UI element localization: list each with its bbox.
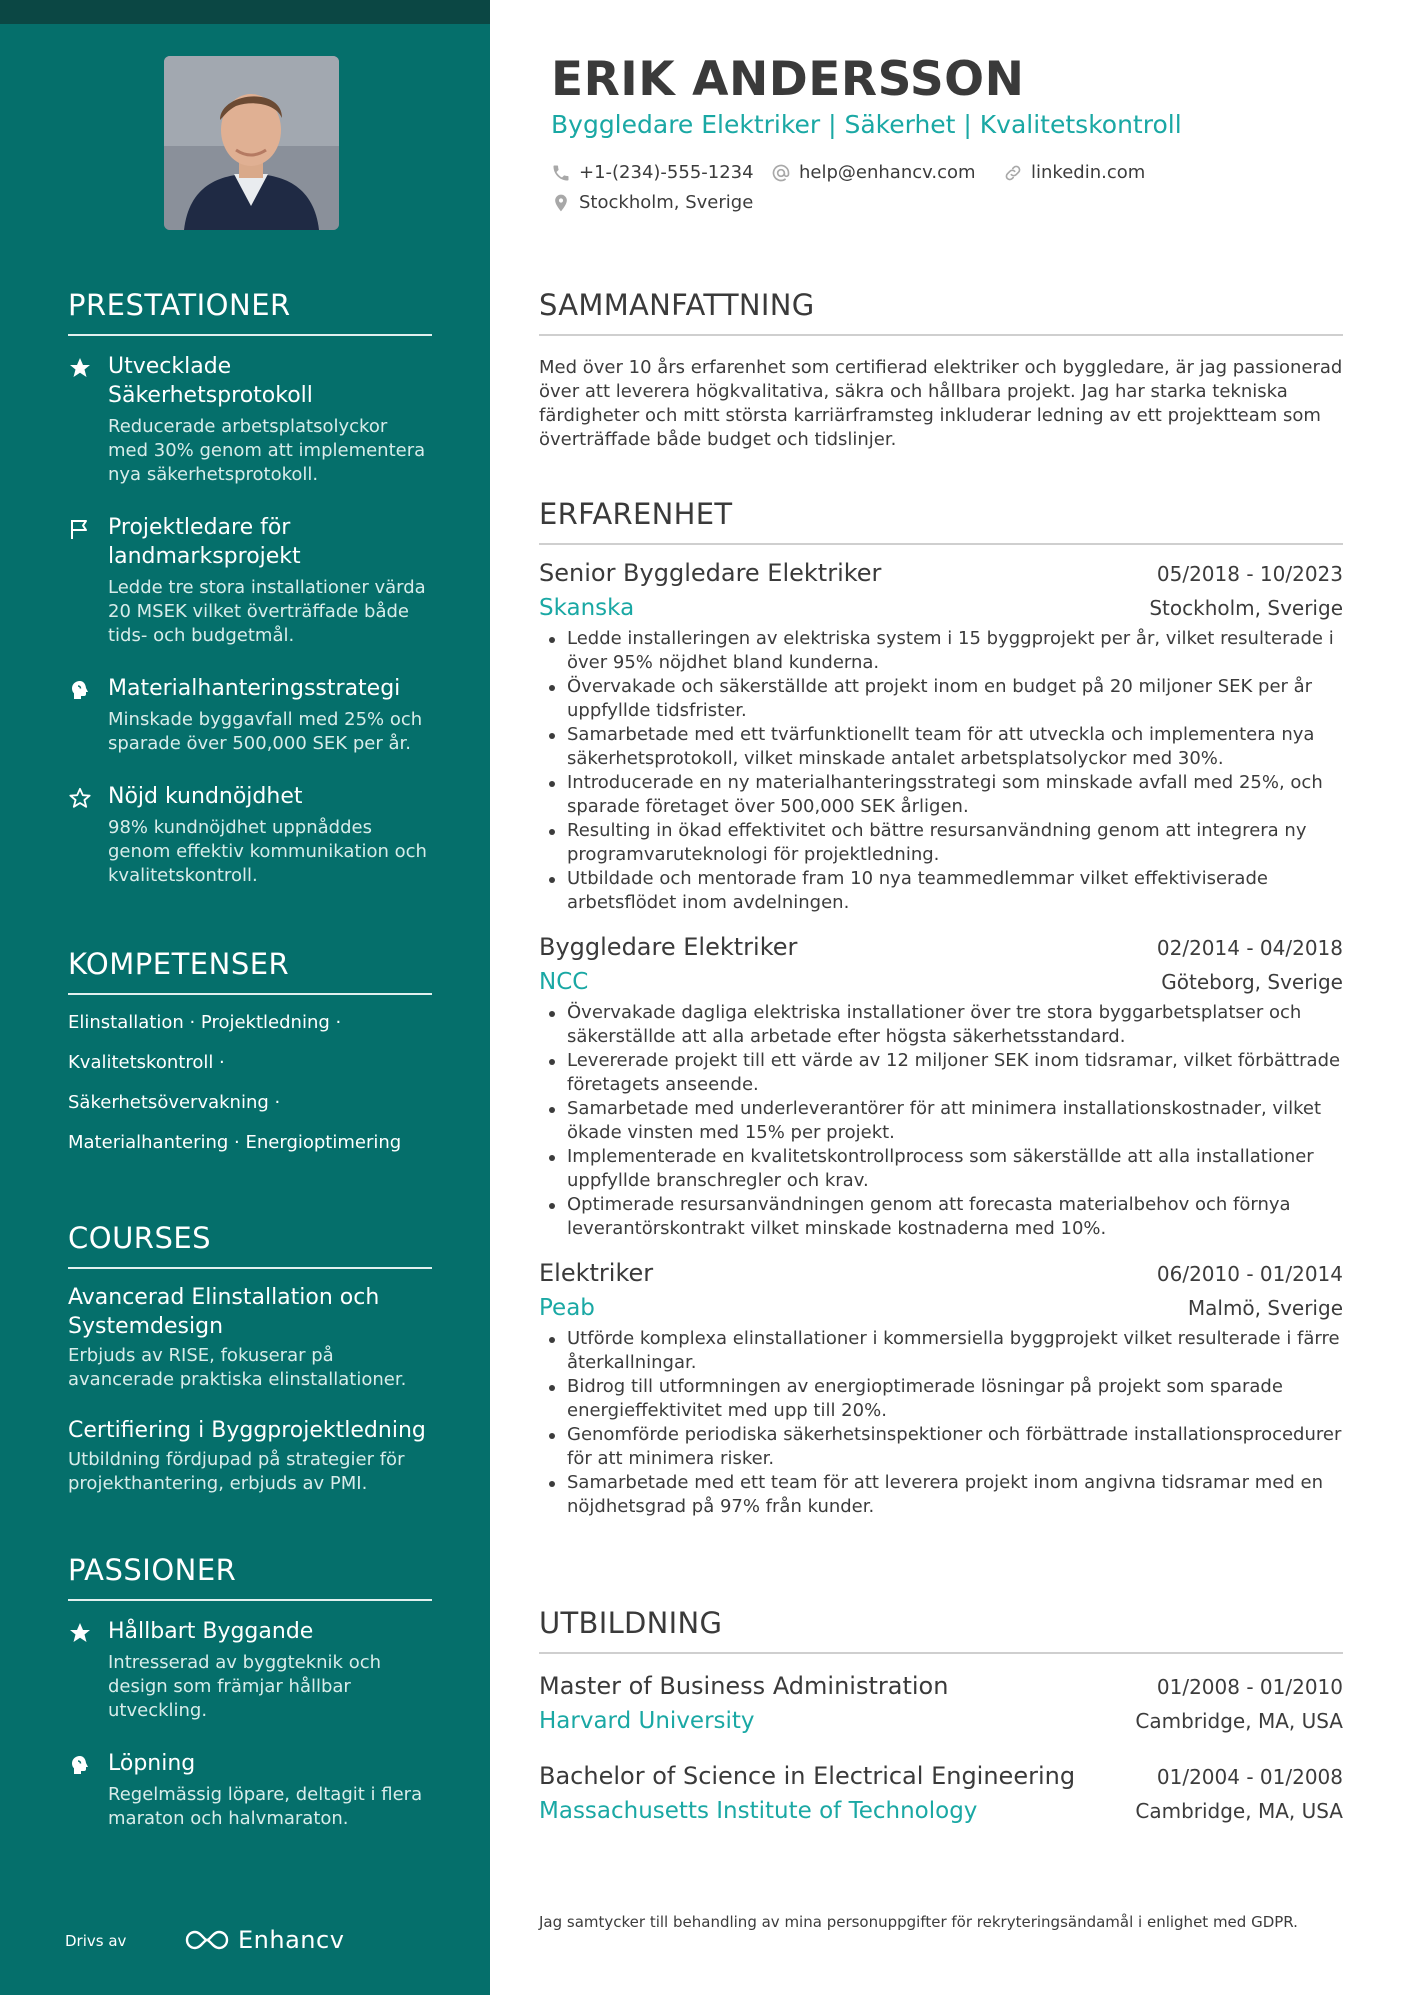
job-dates: 02/2014 - 04/2018 (1156, 936, 1343, 960)
job-entry (539, 559, 1343, 915)
candidate-name: ERIK ANDERSSON (551, 52, 1025, 107)
course-title: Avancerad Elinstallation och Systemdesign (68, 1285, 380, 1339)
phone-text: +1-(234)-555-1234 (579, 162, 754, 183)
achievement-desc: 98% kundnöjdhet uppnåddes genom effektiv kommunikation och kvalitetskontroll. (108, 817, 427, 886)
achievements-section (68, 288, 432, 888)
job-title: Senior Byggledare Elektriker (539, 559, 882, 587)
job-bullet: Introducerade en ny materialhanteringsstrategi som minskade avfall med 25%, och sparade företaget över 500,000 SEK årligen. (539, 771, 1343, 819)
contact-location (551, 192, 753, 213)
course-item (68, 1416, 432, 1496)
skills-heading: KOMPETENSER (68, 947, 432, 995)
summary-heading: SAMMANFATTNING (539, 288, 1343, 336)
phone-icon (551, 163, 571, 183)
passion-item (68, 1617, 432, 1723)
education-entry (539, 1672, 1343, 1734)
job-bullet: Genomförde periodiska säkerhetsinspektioner och förbättrade installationsprocedurer för att minimera risker. (539, 1423, 1343, 1471)
achievement-desc: Minskade byggavfall med 25% och sparade över 500,000 SEK per år. (108, 709, 423, 754)
school: Harvard University (539, 1708, 755, 1734)
job-bullet: Resulting in ökad effektivitet och bättre resursanvändning genom att integrera ny programvaruteknologi för projektledning. (539, 819, 1343, 867)
courses-heading: COURSES (68, 1221, 432, 1269)
degree: Bachelor of Science in Electrical Engineering (539, 1762, 1076, 1790)
skill-line: Elinstallation · Projektledning · (68, 1012, 342, 1033)
linkedin-text: linkedin.com (1031, 162, 1146, 183)
achievement-title: Projektledare för landmarksprojekt (108, 515, 301, 569)
sidebar (0, 0, 490, 1995)
job-bullet: Övervakade dagliga elektriska installationer över tre stora byggarbetsplatser och säkerställde att alla arbetade efter högsta säkerhetsstandard. (539, 1001, 1343, 1049)
course-desc: Utbildning fördjupad på strategier för projekthantering, erbjuds av PMI. (68, 1449, 405, 1494)
profile-photo (164, 56, 339, 230)
main-content (490, 0, 1410, 1995)
passions-section (68, 1553, 432, 1831)
summary-section (539, 288, 1343, 452)
location-text: Stockholm, Sverige (579, 192, 754, 213)
enhancv-logo[interactable] (184, 1926, 344, 1954)
education-location: Cambridge, MA, USA (1135, 1709, 1343, 1733)
education-dates: 01/2004 - 01/2008 (1156, 1765, 1343, 1789)
job-bullet: Övervakade och säkerställde att projekt inom en budget på 20 miljoner SEK per år uppfyllde tidsfrister. (539, 675, 1343, 723)
courses-section (68, 1221, 432, 1496)
degree: Master of Business Administration (539, 1672, 949, 1700)
skills-section (68, 947, 432, 1155)
star-filled-icon (68, 1621, 92, 1645)
job-bullet: Bidrog till utformningen av energioptimerade lösningar på projekt som sparade energieffektivitet med upp till 20%. (539, 1375, 1343, 1423)
passion-desc: Intresserad av byggteknik och design som främjar hållbar utveckling. (108, 1652, 382, 1721)
enhancv-logo-icon (184, 1928, 230, 1952)
star-filled-icon (68, 356, 92, 380)
skill-line: Kvalitetskontroll · (68, 1052, 225, 1073)
job-bullet: Ledde installeringen av elektriska system i 15 byggprojekt per år, vilket resulterade i över 95% nöjdhet bland kunderna. (539, 627, 1343, 675)
flag-icon (68, 517, 92, 541)
job-bullet: Implementerade en kvalitetskontrollprocess som säkerställde att alla installationer uppfyllde branschregler och krav. (539, 1145, 1343, 1193)
job-bullet: Utbildade och mentorade fram 10 nya teammedlemmar vilket effektiviserade arbetsflödet inom avdelningen. (539, 867, 1343, 915)
school: Massachusetts Institute of Technology (539, 1798, 978, 1824)
achievement-title: Utvecklade Säkerhetsprotokoll (108, 354, 313, 408)
education-heading: UTBILDNING (539, 1606, 1343, 1654)
location-pin-icon (551, 193, 571, 213)
education-section (539, 1606, 1343, 1824)
gdpr-consent: Jag samtycker till behandling av mina personuppgifter för rekryteringsändamål i enlighet med GDPR. (539, 1913, 1298, 1931)
achievement-title: Materialhanteringsstrategi (108, 676, 401, 701)
powered-by-label: Drivs av (65, 1932, 127, 1950)
contact-phone[interactable] (551, 162, 754, 183)
job-dates: 06/2010 - 01/2014 (1156, 1262, 1343, 1286)
job-bullets (539, 1001, 1343, 1241)
job-bullets (539, 627, 1343, 915)
job-bullet: Levererade projekt till ett värde av 12 miljoner SEK inom tidsramar, vilket förbättrade företagets anseende. (539, 1049, 1343, 1097)
achievement-item (68, 674, 432, 756)
education-location: Cambridge, MA, USA (1135, 1799, 1343, 1823)
experience-heading: ERFARENHET (539, 497, 1343, 545)
job-title: Elektriker (539, 1259, 654, 1287)
achievement-item (68, 782, 432, 888)
passions-heading: PASSIONER (68, 1553, 432, 1601)
passion-item (68, 1749, 432, 1831)
job-bullet: Samarbetade med underleverantörer för att minimera installationskostnader, vilket ökade vinsten med 15% per projekt. (539, 1097, 1343, 1145)
job-entry (539, 933, 1343, 1241)
job-bullet: Utförde komplexa elinstallationer i kommersiella byggprojekt vilket resulterade i färre återkallningar. (539, 1327, 1343, 1375)
job-bullet: Optimerade resursanvändningen genom att forecasta materialbehov och förnya leverantörskontrakt vilket minskade kostnaderna med 10%. (539, 1193, 1343, 1241)
enhancv-logo-text: Enhancv (238, 1926, 345, 1954)
job-entry (539, 1259, 1343, 1519)
candidate-title: Byggledare Elektriker | Säkerhet | Kvalitetskontroll (551, 110, 1182, 139)
contact-email[interactable] (771, 162, 976, 183)
skill-line: Materialhantering · Energioptimering (68, 1132, 402, 1153)
job-location: Göteborg, Sverige (1161, 970, 1343, 994)
achievement-desc: Reducerade arbetsplatsolyckor med 30% genom att implementera nya säkerhetsprotokoll. (108, 416, 426, 485)
passion-desc: Regelmässig löpare, deltagit i flera maraton och halvmaraton. (108, 1784, 423, 1829)
passion-title: Hållbart Byggande (108, 1619, 314, 1644)
brain-icon (68, 1753, 92, 1777)
sidebar-top-bar (0, 0, 490, 24)
achievement-item (68, 352, 432, 487)
skill-line: Säkerhetsövervakning · (68, 1092, 281, 1113)
job-dates: 05/2018 - 10/2023 (1156, 562, 1343, 586)
education-entry (539, 1762, 1343, 1824)
star-outline-icon (68, 786, 92, 810)
course-item (68, 1283, 432, 1392)
job-title: Byggledare Elektriker (539, 933, 798, 961)
course-desc: Erbjuds av RISE, fokuserar på avancerade praktiska elinstallationer. (68, 1345, 407, 1390)
job-bullet: Samarbetade med ett team för att leverera projekt inom angivna tidsramar med en nöjdhetsgrad på 97% från kunder. (539, 1471, 1343, 1519)
brain-icon (68, 678, 92, 702)
achievement-desc: Ledde tre stora installationer värda 20 MSEK vilket överträffade både tids- och budgetmål. (108, 577, 426, 646)
job-location: Malmö, Sverige (1187, 1296, 1343, 1320)
course-title: Certifiering i Byggprojektledning (68, 1418, 426, 1443)
contact-linkedin[interactable] (1003, 162, 1145, 183)
education-dates: 01/2008 - 01/2010 (1156, 1675, 1343, 1699)
achievement-title: Nöjd kundnöjdhet (108, 784, 303, 809)
summary-text: Med över 10 års erfarenhet som certifierad elektriker och byggledare, är jag passionerad över att leverera högkvalitativa, säkra och hållbara projekt. Jag har starka tekniska färdigheter och mitt största karriärframsteg inkluderar ledning av ett projektteam som överträffade både budget och tidslinjer. (539, 357, 1343, 450)
job-company: Peab (539, 1295, 595, 1321)
job-bullets (539, 1327, 1343, 1519)
job-location: Stockholm, Sverige (1149, 596, 1343, 620)
experience-section (539, 497, 1343, 1519)
job-company: NCC (539, 969, 589, 995)
achievements-heading: PRESTATIONER (68, 288, 432, 336)
link-icon (1003, 163, 1023, 183)
at-icon (771, 163, 791, 183)
achievement-item (68, 513, 432, 648)
email-text: help@enhancv.com (799, 162, 976, 183)
passion-title: Löpning (108, 1751, 196, 1776)
job-company: Skanska (539, 595, 635, 621)
job-bullet: Samarbetade med ett tvärfunktionellt team för att utveckla och implementera nya säkerhetsprotokoll, vilket minskade antalet arbetsplatsolyckor med 30%. (539, 723, 1343, 771)
